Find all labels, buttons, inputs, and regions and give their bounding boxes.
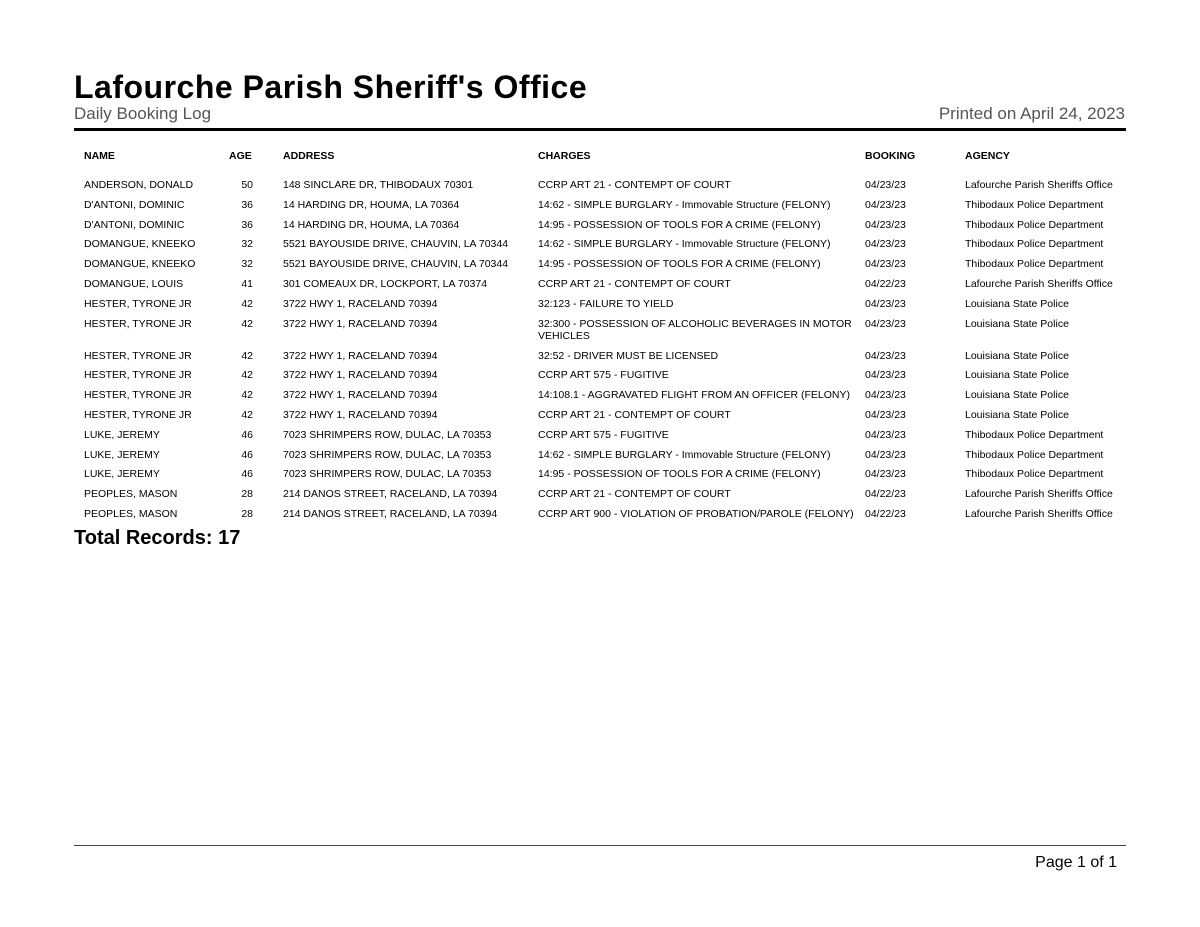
cell-name: PEOPLES, MASON xyxy=(84,488,178,501)
cell-booking: 04/23/23 xyxy=(865,389,906,402)
cell-agency: Lafourche Parish Sheriffs Office xyxy=(965,488,1113,501)
table-row xyxy=(0,368,1200,388)
cell-charges: 14:108.1 - AGGRAVATED FLIGHT FROM AN OFFICER (FELONY) xyxy=(538,389,850,402)
cell-name: HESTER, TYRONE JR xyxy=(84,317,192,330)
cell-address: 7023 SHRIMPERS ROW, DULAC, LA 70353 xyxy=(283,448,492,461)
cell-booking: 04/23/23 xyxy=(865,349,906,362)
column-header-agency: AGENCY xyxy=(965,150,1010,162)
cell-agency: Thibodaux Police Department xyxy=(965,428,1104,441)
column-header-address: ADDRESS xyxy=(283,150,335,162)
document-title: Lafourche Parish Sheriff's Office xyxy=(74,69,588,105)
table-row xyxy=(0,487,1200,507)
cell-agency: Louisiana State Police xyxy=(965,408,1069,421)
table-row xyxy=(0,349,1200,369)
cell-name: HESTER, TYRONE JR xyxy=(84,297,192,310)
cell-address: 214 DANOS STREET, RACELAND, LA 70394 xyxy=(283,488,498,501)
cell-address: 14 HARDING DR, HOUMA, LA 70364 xyxy=(283,218,460,231)
cell-age: 41 xyxy=(241,277,253,290)
cell-address: 7023 SHRIMPERS ROW, DULAC, LA 70353 xyxy=(283,428,492,441)
cell-charges: 32:123 - FAILURE TO YIELD xyxy=(538,297,674,310)
cell-agency: Thibodaux Police Department xyxy=(965,448,1104,461)
cell-name: ANDERSON, DONALD xyxy=(84,179,194,191)
cell-age: 42 xyxy=(241,349,253,362)
cell-agency: Thibodaux Police Department xyxy=(965,238,1104,251)
cell-address: 214 DANOS STREET, RACELAND, LA 70394 xyxy=(283,507,498,520)
cell-name: D'ANTONI, DOMINIC xyxy=(84,198,185,211)
table-row xyxy=(0,257,1200,277)
cell-address: 3722 HWY 1, RACELAND 70394 xyxy=(283,369,438,382)
cell-agency: Lafourche Parish Sheriffs Office xyxy=(965,507,1113,520)
cell-agency: Louisiana State Police xyxy=(965,297,1069,310)
cell-name: DOMANGUE, LOUIS xyxy=(84,277,184,290)
table-row xyxy=(0,317,1200,349)
cell-age: 50 xyxy=(241,179,253,191)
cell-address: 301 COMEAUX DR, LOCKPORT, LA 70374 xyxy=(283,277,488,290)
cell-booking: 04/22/23 xyxy=(865,488,906,501)
cell-name: HESTER, TYRONE JR xyxy=(84,369,192,382)
cell-age: 42 xyxy=(241,317,253,330)
cell-charges: 14:95 - POSSESSION OF TOOLS FOR A CRIME (FELONY) xyxy=(538,258,821,271)
cell-charges: CCRP ART 900 - VIOLATION OF PROBATION/PAROLE (FELONY) xyxy=(538,507,854,520)
table-row xyxy=(0,277,1200,297)
cell-name: PEOPLES, MASON xyxy=(84,507,178,520)
cell-name: HESTER, TYRONE JR xyxy=(84,389,192,402)
cell-charges: 14:62 - SIMPLE BURGLARY - Immovable Structure (FELONY) xyxy=(538,238,831,251)
cell-charges: CCRP ART 21 - CONTEMPT OF COURT xyxy=(538,488,731,501)
cell-age: 42 xyxy=(241,369,253,382)
footer-divider xyxy=(74,845,1126,846)
cell-booking: 04/22/23 xyxy=(865,277,906,290)
table-row xyxy=(0,297,1200,317)
table-row xyxy=(0,507,1200,527)
cell-booking: 04/23/23 xyxy=(865,448,906,461)
cell-agency: Thibodaux Police Department xyxy=(965,468,1104,481)
table-row xyxy=(0,218,1200,238)
cell-address: 3722 HWY 1, RACELAND 70394 xyxy=(283,297,438,310)
table-header xyxy=(0,150,1200,164)
cell-agency: Thibodaux Police Department xyxy=(965,258,1104,271)
cell-age: 32 xyxy=(241,238,253,251)
cell-address: 5521 BAYOUSIDE DRIVE, CHAUVIN, LA 70344 xyxy=(283,258,509,271)
table-row xyxy=(0,237,1200,257)
cell-address: 3722 HWY 1, RACELAND 70394 xyxy=(283,389,438,402)
cell-name: LUKE, JEREMY xyxy=(84,468,160,481)
cell-address: 14 HARDING DR, HOUMA, LA 70364 xyxy=(283,198,460,211)
cell-address: 3722 HWY 1, RACELAND 70394 xyxy=(283,408,438,421)
cell-booking: 04/23/23 xyxy=(865,297,906,310)
cell-address: 3722 HWY 1, RACELAND 70394 xyxy=(283,349,438,362)
cell-name: LUKE, JEREMY xyxy=(84,448,160,461)
cell-agency: Thibodaux Police Department xyxy=(965,198,1104,211)
cell-age: 46 xyxy=(241,468,253,481)
cell-name: D'ANTONI, DOMINIC xyxy=(84,218,185,231)
cell-charges: CCRP ART 21 - CONTEMPT OF COURT xyxy=(538,179,731,191)
table-row xyxy=(0,408,1200,428)
cell-age: 42 xyxy=(241,389,253,402)
booking-table-body xyxy=(0,178,1200,527)
cell-agency: Louisiana State Police xyxy=(965,349,1069,362)
cell-agency: Louisiana State Police xyxy=(965,317,1069,330)
cell-charges: CCRP ART 21 - CONTEMPT OF COURT xyxy=(538,277,731,290)
cell-age: 32 xyxy=(241,258,253,271)
cell-booking: 04/23/23 xyxy=(865,238,906,251)
cell-booking: 04/23/23 xyxy=(865,428,906,441)
cell-age: 42 xyxy=(241,297,253,310)
cell-address: 5521 BAYOUSIDE DRIVE, CHAUVIN, LA 70344 xyxy=(283,238,509,251)
header-divider xyxy=(74,128,1126,131)
table-row xyxy=(0,198,1200,218)
table-row xyxy=(0,448,1200,468)
cell-booking: 04/23/23 xyxy=(865,198,906,211)
cell-name: HESTER, TYRONE JR xyxy=(84,349,192,362)
cell-age: 36 xyxy=(241,218,253,231)
cell-address: 7023 SHRIMPERS ROW, DULAC, LA 70353 xyxy=(283,468,492,481)
cell-age: 28 xyxy=(241,507,253,520)
printed-date: Printed on April 24, 2023 xyxy=(938,104,1125,123)
column-header-charges: CHARGES xyxy=(538,150,591,162)
cell-charges: 32:300 - POSSESSION OF ALCOHOLIC BEVERAGES IN MOTOR VEHICLES xyxy=(538,317,852,342)
cell-name: DOMANGUE, KNEEKO xyxy=(84,258,196,271)
cell-age: 46 xyxy=(241,448,253,461)
cell-charges: 14:62 - SIMPLE BURGLARY - Immovable Structure (FELONY) xyxy=(538,198,831,211)
cell-agency: Louisiana State Police xyxy=(965,369,1069,382)
cell-booking: 04/23/23 xyxy=(865,317,906,330)
document-subtitle: Daily Booking Log xyxy=(74,104,212,123)
cell-booking: 04/23/23 xyxy=(865,218,906,231)
column-header-name: NAME xyxy=(84,150,115,162)
total-records: Total Records: 17 xyxy=(74,527,241,549)
cell-agency: Lafourche Parish Sheriffs Office xyxy=(965,277,1113,290)
cell-name: HESTER, TYRONE JR xyxy=(84,408,192,421)
cell-charges: 14:95 - POSSESSION OF TOOLS FOR A CRIME (FELONY) xyxy=(538,218,821,231)
page-number: Page 1 of 1 xyxy=(1035,854,1117,871)
table-row xyxy=(0,467,1200,487)
cell-name: DOMANGUE, KNEEKO xyxy=(84,238,196,251)
cell-booking: 04/23/23 xyxy=(865,369,906,382)
cell-charges: CCRP ART 575 - FUGITIVE xyxy=(538,369,669,382)
cell-age: 36 xyxy=(241,198,253,211)
cell-booking: 04/23/23 xyxy=(865,258,906,271)
cell-age: 28 xyxy=(241,488,253,501)
cell-booking: 04/23/23 xyxy=(865,408,906,421)
cell-agency: Louisiana State Police xyxy=(965,389,1069,402)
cell-charges: CCRP ART 21 - CONTEMPT OF COURT xyxy=(538,408,731,421)
cell-booking: 04/23/23 xyxy=(865,179,906,191)
cell-charges: CCRP ART 575 - FUGITIVE xyxy=(538,428,669,441)
cell-charges: 14:95 - POSSESSION OF TOOLS FOR A CRIME (FELONY) xyxy=(538,468,821,481)
column-header-age: AGE xyxy=(229,150,252,162)
cell-age: 46 xyxy=(241,428,253,441)
cell-agency: Thibodaux Police Department xyxy=(965,218,1104,231)
column-header-booking: BOOKING xyxy=(865,150,916,162)
table-row xyxy=(0,428,1200,448)
cell-charges: 32:52 - DRIVER MUST BE LICENSED xyxy=(538,349,719,362)
table-row xyxy=(0,178,1200,198)
cell-address: 148 SINCLARE DR, THIBODAUX 70301 xyxy=(283,179,474,191)
table-row xyxy=(0,388,1200,408)
cell-age: 42 xyxy=(241,408,253,421)
cell-booking: 04/23/23 xyxy=(865,468,906,481)
cell-agency: Lafourche Parish Sheriffs Office xyxy=(965,179,1113,191)
cell-name: LUKE, JEREMY xyxy=(84,428,160,441)
cell-address: 3722 HWY 1, RACELAND 70394 xyxy=(283,317,438,330)
cell-charges: 14:62 - SIMPLE BURGLARY - Immovable Structure (FELONY) xyxy=(538,448,831,461)
cell-booking: 04/22/23 xyxy=(865,507,906,520)
